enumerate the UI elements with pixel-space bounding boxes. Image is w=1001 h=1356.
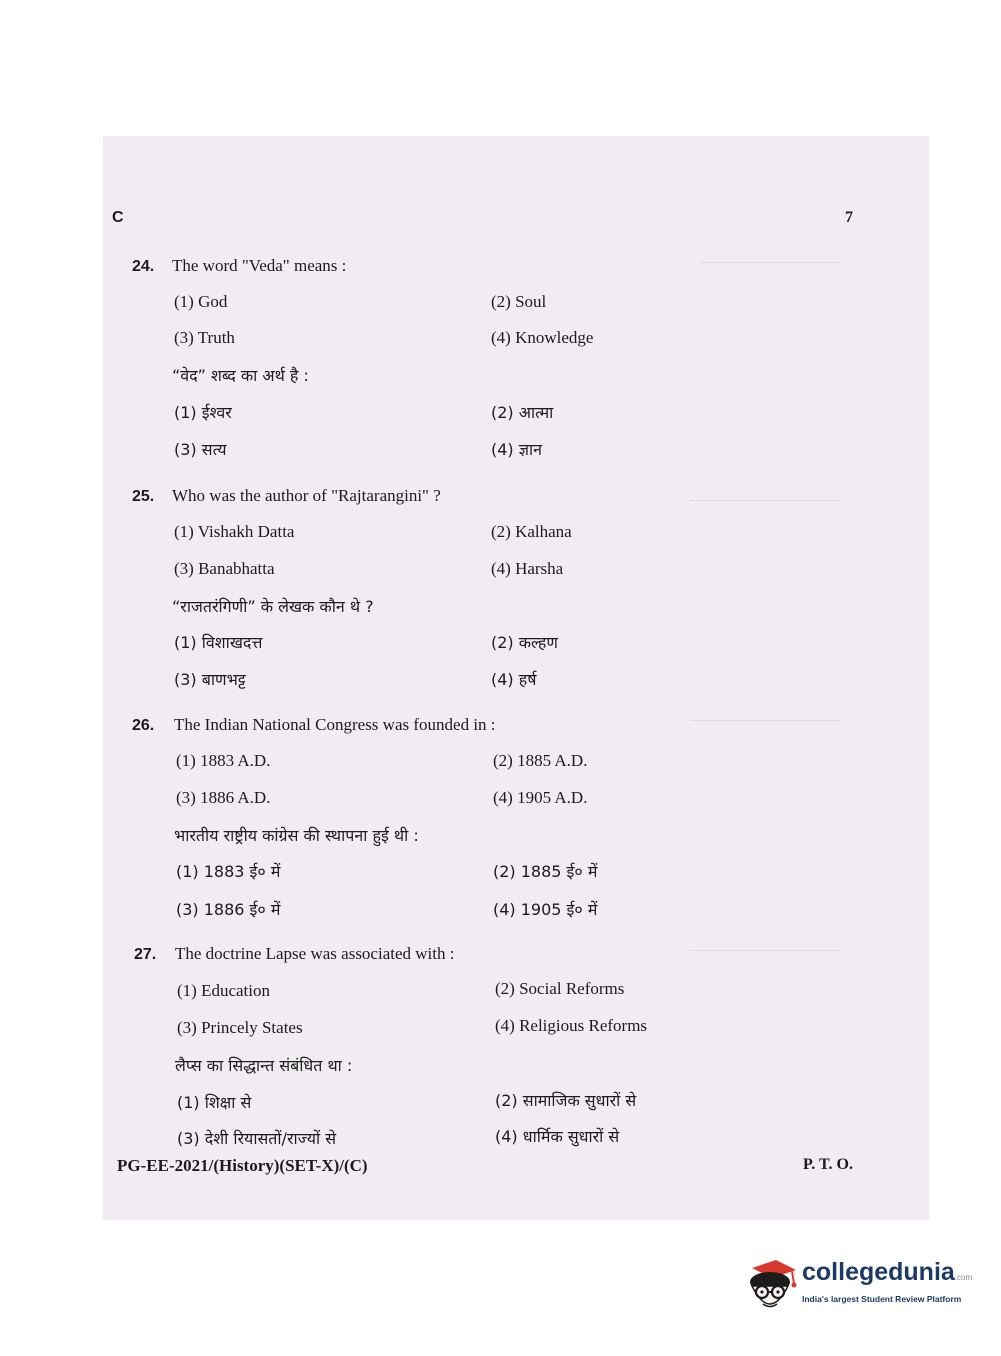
question-number: 27. xyxy=(134,946,157,963)
brand-suffix: .com xyxy=(954,1273,973,1282)
brand-tagline: India's largest Student Review Platform xyxy=(802,1294,962,1304)
pto-label: P. T. O. xyxy=(803,1156,853,1173)
option-hindi: (2) सामाजिक सुधारों से xyxy=(495,1091,637,1110)
option-hindi: (4) ज्ञान xyxy=(491,440,543,459)
question-text-hindi: भारतीय राष्ट्रीय कांग्रेस की स्थापना हुई थी : xyxy=(174,826,419,845)
option-hindi: (3) बाणभट्ट xyxy=(174,670,246,689)
option: (3) Truth xyxy=(174,328,235,347)
question-text-hindi: “राजतरंगिणी” के लेखक कौन थे ? xyxy=(172,597,374,616)
option: (4) Knowledge xyxy=(491,328,594,347)
option: (2) Soul xyxy=(491,292,547,311)
option-hindi: (4) 1905 ई० में xyxy=(493,900,598,919)
option-hindi: (4) धार्मिक सुधारों से xyxy=(495,1127,620,1146)
option-hindi: (3) 1886 ई० में xyxy=(176,900,281,919)
option: (2) 1885 A.D. xyxy=(493,751,588,770)
option-hindi: (3) देशी रियासतों/राज्यों से xyxy=(177,1129,337,1148)
option: (1) Vishakh Datta xyxy=(174,522,295,541)
question-text-hindi: लैप्स का सिद्धान्त संबंधित था : xyxy=(175,1056,353,1075)
question-text-hindi: “वेद” शब्द का अर्थ है : xyxy=(172,366,309,385)
bleed-through-line xyxy=(690,950,840,951)
question-text: The word "Veda" means : xyxy=(172,256,347,275)
question-number: 26. xyxy=(132,717,155,734)
brand-name: collegedunia.com xyxy=(802,1258,973,1286)
bleed-through-line xyxy=(690,500,840,501)
option: (4) Religious Reforms xyxy=(495,1016,648,1035)
option-hindi: (4) हर्ष xyxy=(491,670,537,689)
bleed-through-line xyxy=(700,262,840,263)
question-text: The Indian National Congress was founded in : xyxy=(174,715,496,734)
question-number: 24. xyxy=(132,258,155,275)
option: (2) Kalhana xyxy=(491,522,572,541)
option: (1) God xyxy=(174,292,228,311)
paper-code: PG-EE-2021/(History)(SET-X)/(C) xyxy=(117,1156,368,1175)
page-number: 7 xyxy=(845,209,853,226)
question-text: Who was the author of "Rajtarangini" ? xyxy=(172,486,441,505)
question-text: The doctrine Lapse was associated with : xyxy=(175,944,455,963)
option-hindi: (1) विशाखदत्त xyxy=(174,633,263,652)
mascot-icon xyxy=(742,1252,800,1318)
option-hindi: (2) आत्मा xyxy=(491,403,554,422)
option-hindi: (1) शिक्षा से xyxy=(177,1093,252,1112)
question-number: 25. xyxy=(132,488,155,505)
option: (1) 1883 A.D. xyxy=(176,751,271,770)
option: (4) Harsha xyxy=(491,559,564,578)
option-hindi: (3) सत्य xyxy=(174,440,227,459)
option: (3) 1886 A.D. xyxy=(176,788,271,807)
bleed-through-line xyxy=(690,720,840,721)
option: (3) Princely States xyxy=(177,1018,303,1037)
collegedunia-logo[interactable] xyxy=(742,1252,972,1322)
option: (3) Banabhatta xyxy=(174,559,275,578)
option: (4) 1905 A.D. xyxy=(493,788,588,807)
option: (2) Social Reforms xyxy=(495,979,625,998)
option-hindi: (1) ईश्वर xyxy=(174,403,232,422)
set-code: C xyxy=(112,209,124,226)
option-hindi: (2) कल्हण xyxy=(491,633,558,652)
option-hindi: (2) 1885 ई० में xyxy=(493,862,598,881)
option-hindi: (1) 1883 ई० में xyxy=(176,862,281,881)
option: (1) Education xyxy=(177,981,270,1000)
